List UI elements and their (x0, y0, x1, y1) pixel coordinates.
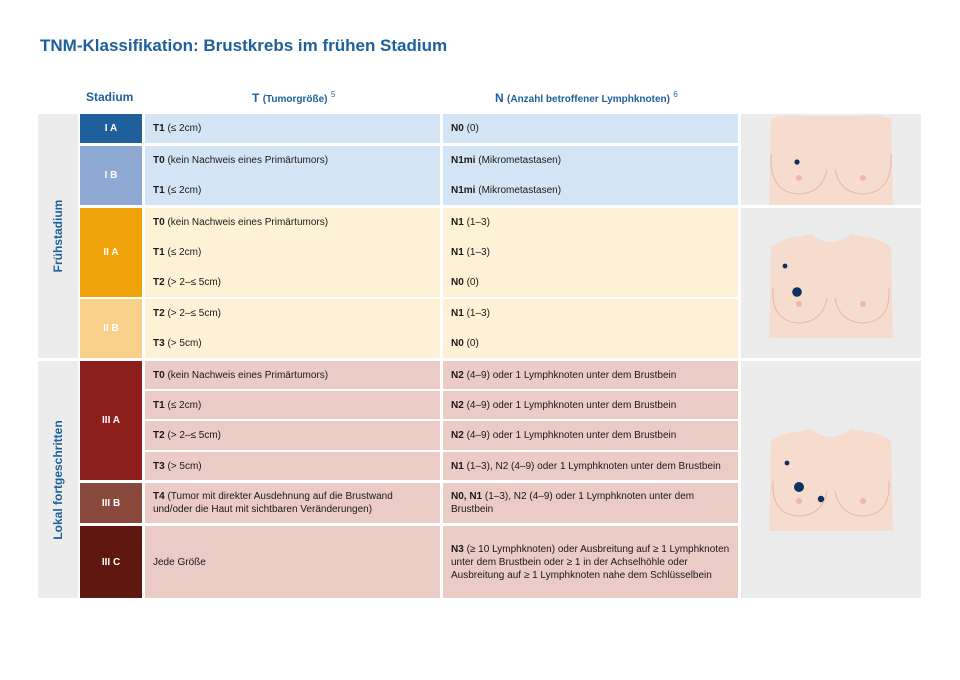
torso-icon (741, 208, 921, 358)
n-cell: N0 (0) (443, 114, 738, 143)
n-cell: N0, N1 (1–3), N2 (4–9) oder 1 Lymphknoten unter dem Brustbein (443, 483, 738, 523)
t-cell: T2 (> 2–≤ 5cm) (145, 421, 440, 450)
torso-icon (741, 361, 921, 598)
t-cell: Jede Größe (145, 526, 440, 598)
stage-iiib: III B (80, 483, 142, 523)
group-advanced: Lokal fortgeschritten (38, 361, 78, 598)
header-t: T (Tumorgröße) $^5$ (252, 90, 336, 105)
torso-illustration-stage-i (741, 114, 921, 205)
page-title: TNM-Klassifikation: Brustkrebs im frühen Stadium (40, 36, 448, 55)
header-n: N (Anzahl betroffener Lymphknoten) $^6$ (495, 90, 678, 105)
torso-icon (741, 114, 921, 205)
stage-iiic: III C (80, 526, 142, 598)
group-early: Frühstadium (38, 114, 78, 358)
n-cell: N2 (4–9) oder 1 Lymphknoten unter dem Brustbein (443, 391, 738, 419)
t-cell: T0 (kein Nachweis eines Primärtumors) T1 (≤ 2cm) (145, 146, 440, 205)
torso-illustration-stage-iii (741, 361, 921, 598)
torso-illustration-stage-ii (741, 208, 921, 358)
n-cell: N2 (4–9) oder 1 Lymphknoten unter dem Brustbein (443, 361, 738, 389)
n-cell: N1 (1–3) N1 (1–3) N0 (0) (443, 208, 738, 297)
stage-iia: II A (80, 208, 142, 297)
t-cell: T3 (> 5cm) (145, 452, 440, 480)
n-cell: N1mi (Mikrometastasen) N1mi (Mikrometastasen) (443, 146, 738, 205)
n-cell: N1 (1–3), N2 (4–9) oder 1 Lymphknoten unter dem Brustbein (443, 452, 738, 480)
t-cell: T0 (kein Nachweis eines Primärtumors) (145, 361, 440, 389)
t-cell: T1 (≤ 2cm) (145, 391, 440, 419)
stage-ia: I A (80, 114, 142, 143)
n-cell: N2 (4–9) oder 1 Lymphknoten unter dem Brustbein (443, 421, 738, 450)
t-cell: T1 (≤ 2cm) (145, 114, 440, 143)
n-cell: N3 (≥ 10 Lymphknoten) oder Ausbreitung auf ≥ 1 Lymphknoten unter dem Brustbein oder ≥ 1 in der Achselhöhle oder Ausbreitung auf ≥ 1 Lymphknoten nahe dem Schlüsselbein (443, 526, 738, 598)
n-cell: N1 (1–3) N0 (0) (443, 299, 738, 358)
stage-ib: I B (80, 146, 142, 205)
t-cell: T4 (Tumor mit direkter Ausdehnung auf die Brustwand und/oder die Haut mit sichtbaren Veränderungen) (145, 483, 440, 523)
t-cell: T0 (kein Nachweis eines Primärtumors) T1 (≤ 2cm) T2 (> 2–≤ 5cm) (145, 208, 440, 297)
stage-iiia: III A (80, 361, 142, 480)
stage-iib: II B (80, 299, 142, 358)
t-cell: T2 (> 2–≤ 5cm) T3 (> 5cm) (145, 299, 440, 358)
header-stadium: Stadium (86, 90, 134, 104)
